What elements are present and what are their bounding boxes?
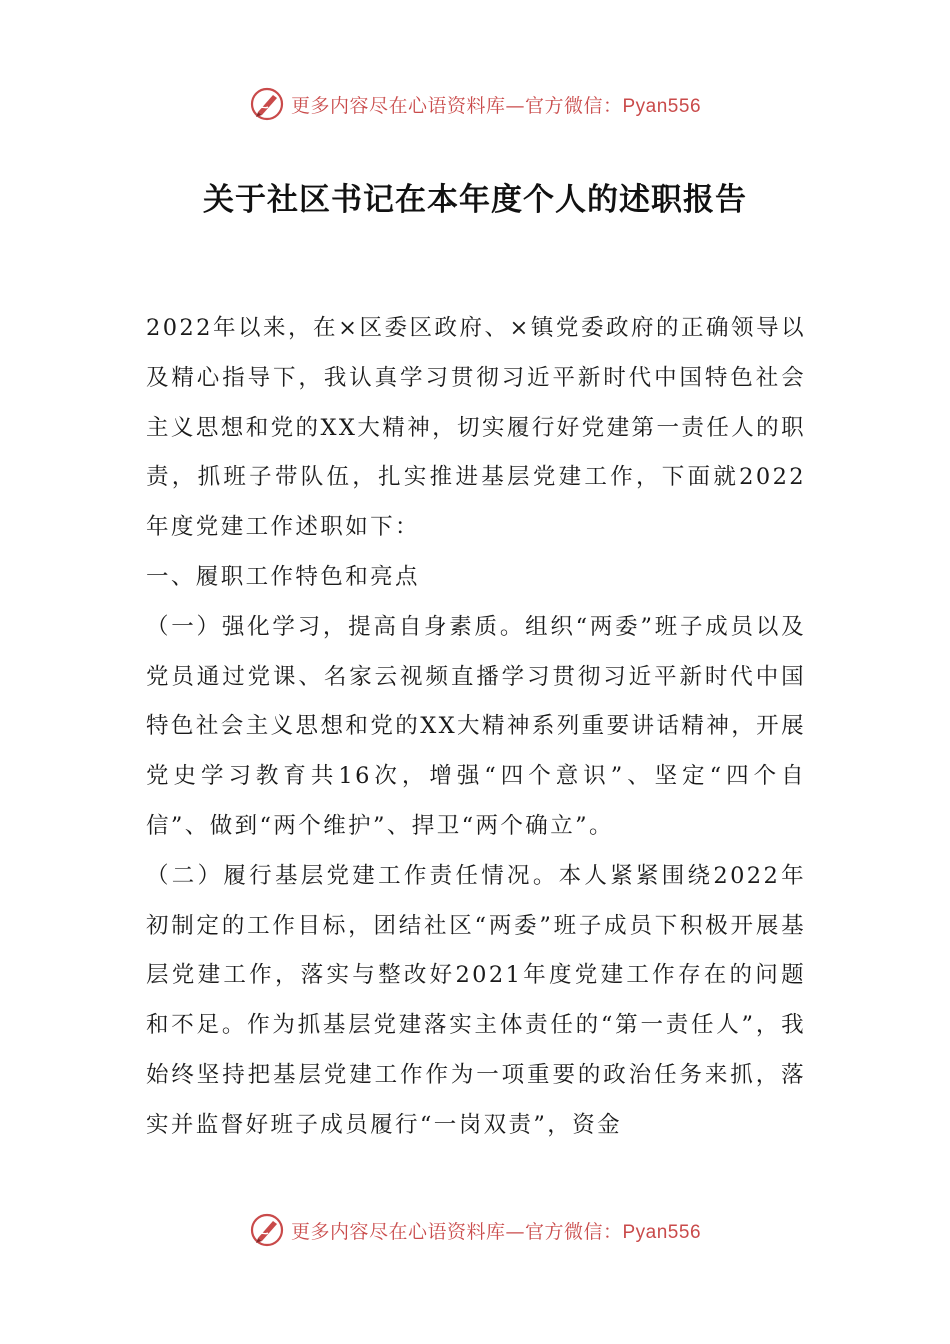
watermark-header [0, 84, 950, 124]
watermark-text: 更多内容尽在心语资料库—官方微信：Pyan556 [290, 1220, 702, 1243]
watermark-handle: Pyan556 [622, 1221, 702, 1243]
paragraph-study: （一）强化学习，提高自身素质。组织“两委”班子成员以及党员通过党课、名家云视频直播学习贯彻习近平新时代中国特色社会主义思想和党的XX大精神系列重要讲话精神，开展党史学习教育共16次，增强“四个意识”、坚定“四个自信”、做到“两个维护”、捍卫“两个确立”。 [146, 613, 806, 839]
watermark-handle: Pyan556 [622, 95, 702, 117]
pen-logo-icon [249, 86, 285, 122]
section-heading: 一、履职工作特色和亮点 [146, 563, 420, 590]
document-title: 关于社区书记在本年度个人的述职报告 [203, 182, 747, 218]
watermark-text: 更多内容尽在心语资料库—官方微信：Pyan556 [290, 94, 702, 117]
document-body [146, 304, 806, 1151]
paragraph-responsibility: （二）履行基层党建工作责任情况。本人紧紧围绕2022年初制定的工作目标，团结社区“两委”班子成员下积极开展基层党建工作，落实与整改好2021年度党建工作存在的问题和不足。作为抓基层党建落实主体责任的“第一责任人”，我始终坚持把基层党建工作作为一项重要的政治任务来抓，落实并监督好班子成员履行“一岗双责”，资金 [146, 862, 806, 1138]
watermark-footer [0, 1210, 950, 1250]
paragraph-intro: 2022年以来，在×区委区政府、×镇党委政府的正确领导以及精心指导下，我认真学习贯彻习近平新时代中国特色社会主义思想和党的XX大精神，切实履行好党建第一责任人的职责，抓班子带队伍，扎实推进基层党建工作，下面就2022年度党建工作述职如下： [146, 315, 806, 541]
pen-logo-icon [249, 1212, 285, 1248]
